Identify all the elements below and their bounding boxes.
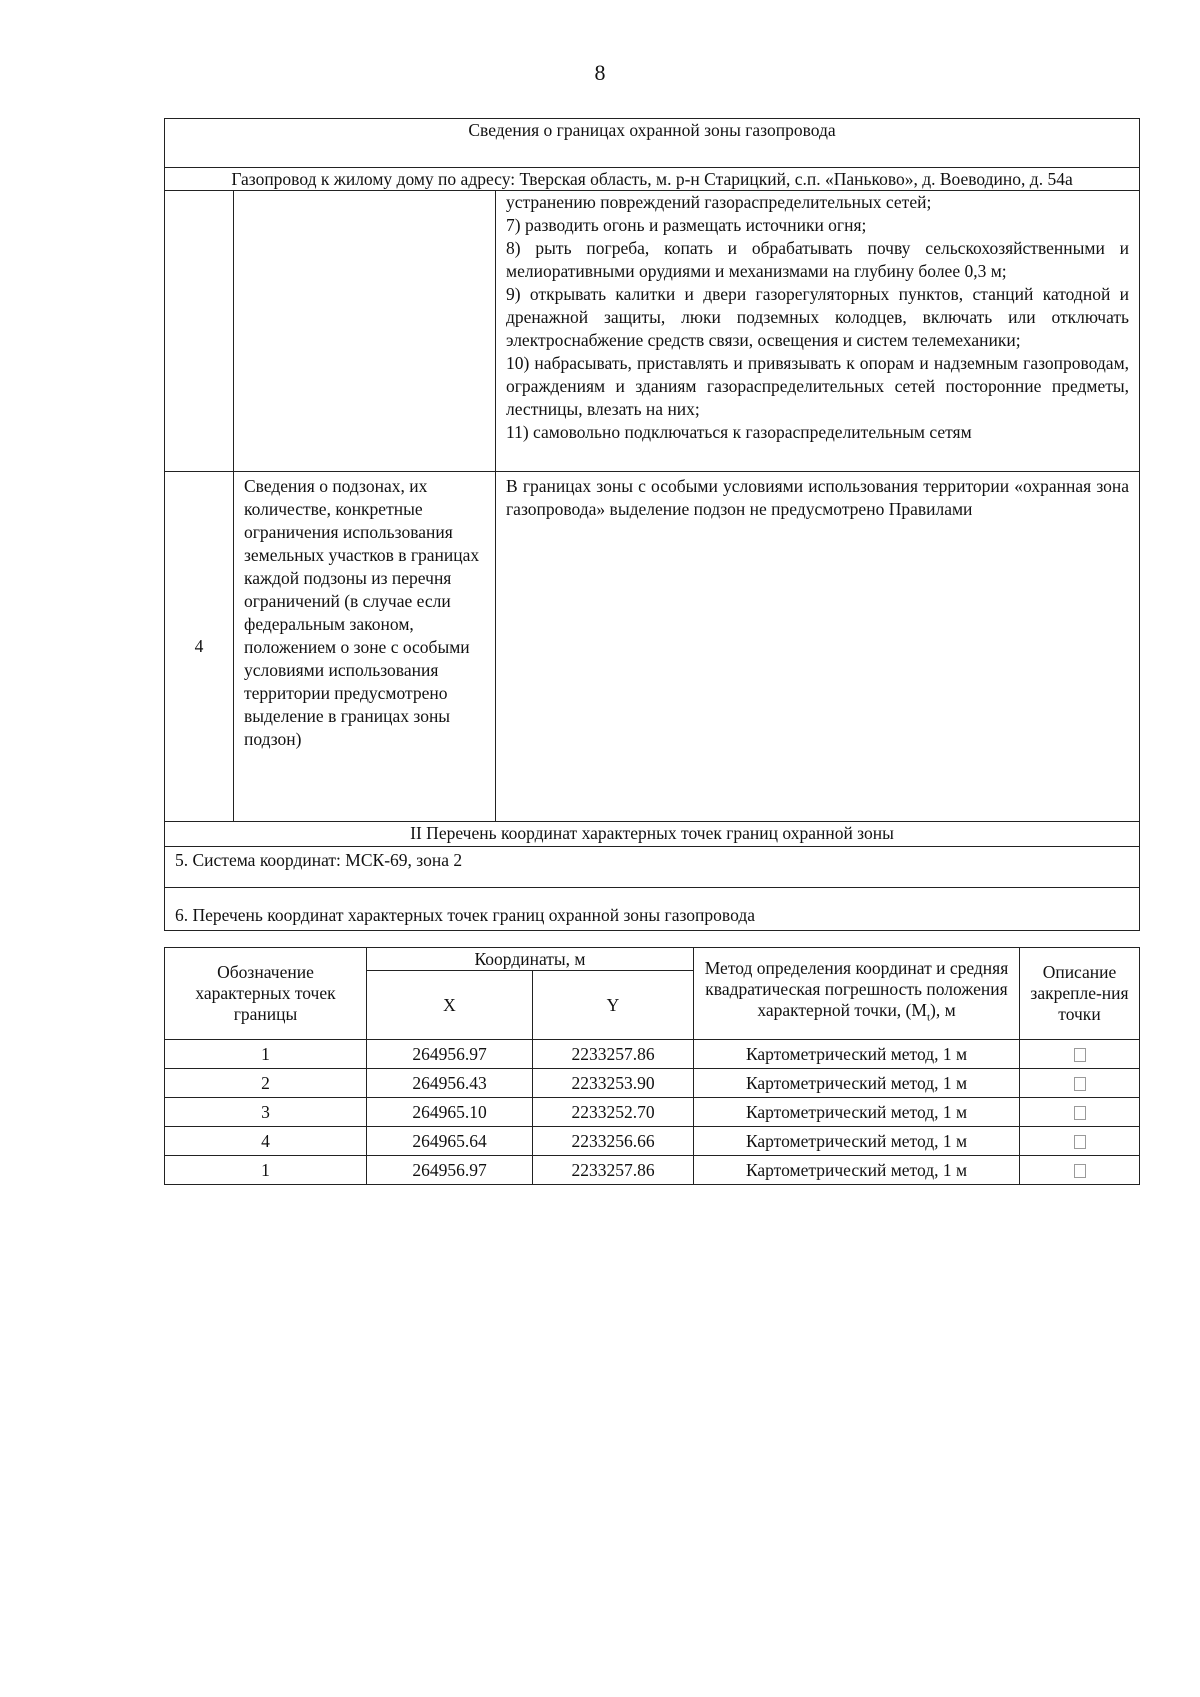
header-method-text: Метод определения координат и средняя квадратическая погрешность положения характерной точки, (M xyxy=(704,958,1009,1021)
table-row xyxy=(165,1098,1140,1127)
header-method xyxy=(694,948,1020,1040)
header-y: Y xyxy=(533,971,694,1040)
header-method-subscript: t xyxy=(926,1011,931,1024)
x-cell: 264965.10 xyxy=(367,1098,533,1127)
method-cell: Картометрический метод, 1 м xyxy=(694,1156,1020,1185)
continuation-label-cell xyxy=(234,191,496,472)
description-cell xyxy=(1020,1127,1140,1156)
item-4-value-text: В границах зоны с особыми условиями использования территории «охранная зона газопровода» выделение подзон не предусмотрено Правилами xyxy=(506,476,1130,519)
point-cell: 3 xyxy=(165,1098,367,1127)
table-row xyxy=(165,1156,1140,1185)
method-cell: Картометрический метод, 1 м xyxy=(694,1127,1020,1156)
restriction-line: устранению повреждений газораспределительных сетей; xyxy=(506,192,932,212)
section-2-title: II Перечень координат характерных точек границ охранной зоны xyxy=(165,822,1140,847)
header-method-tail: ), м xyxy=(930,1000,956,1021)
point-cell: 1 xyxy=(165,1156,367,1185)
placeholder-box-icon xyxy=(1074,1077,1086,1091)
item-4-label: Сведения о подзонах, их количестве, конкретные ограничения использования земельных участков в границах каждой подзоны из перечня ограничений (в случае если федеральным законом, положением о зоне с особыми условиями использования территории предусмотрено выделение в границах зоны подзон) xyxy=(234,472,496,822)
x-cell: 264956.43 xyxy=(367,1069,533,1098)
y-cell: 2233253.90 xyxy=(533,1069,694,1098)
x-cell: 264956.97 xyxy=(367,1156,533,1185)
point-cell: 1 xyxy=(165,1040,367,1069)
y-cell: 2233257.86 xyxy=(533,1156,694,1185)
point-cell: 4 xyxy=(165,1127,367,1156)
placeholder-box-icon xyxy=(1074,1106,1086,1120)
coordinates-table xyxy=(164,947,1140,1185)
y-cell: 2233252.70 xyxy=(533,1098,694,1127)
header-x: X xyxy=(367,971,533,1040)
header-coordinates: Координаты, м xyxy=(367,948,694,971)
method-cell: Картометрический метод, 1 м xyxy=(694,1069,1020,1098)
table-row xyxy=(165,1069,1140,1098)
y-cell: 2233256.66 xyxy=(533,1127,694,1156)
placeholder-box-icon xyxy=(1074,1048,1086,1062)
continuation-number-cell xyxy=(165,191,234,472)
x-cell: 264956.97 xyxy=(367,1040,533,1069)
gas-pipeline-address: Газопровод к жилому дому по адресу: Тверская область, м. р-н Старицкий, с.п. «Паньково», д. Воеводино, д. 54а xyxy=(165,168,1140,191)
table-row xyxy=(165,1040,1140,1069)
placeholder-box-icon xyxy=(1074,1135,1086,1149)
restriction-line: 10) набрасывать, приставлять и привязывать к опорам и надземным газопроводам, ограждениям и зданиям газораспределительных сетей посторонние предметы, лестницы, влезать на них; xyxy=(506,353,1130,419)
method-cell: Картометрический метод, 1 м xyxy=(694,1040,1020,1069)
coordinate-system: 5. Система координат: МСК-69, зона 2 xyxy=(165,847,1140,888)
point-cell: 2 xyxy=(165,1069,367,1098)
header-description: Описание закрепле-ния точки xyxy=(1020,948,1140,1040)
y-cell: 2233257.86 xyxy=(533,1040,694,1069)
restriction-line: 7) разводить огонь и размещать источники огня; xyxy=(506,215,867,235)
zone-info-table xyxy=(164,118,1140,931)
method-cell: Картометрический метод, 1 м xyxy=(694,1098,1020,1127)
restriction-line: 8) рыть погреба, копать и обрабатывать почву сельскохозяйственными и мелиоративными орудиями и механизмами на глубину более 0,3 м; xyxy=(506,238,1130,281)
item-4-value xyxy=(496,472,1140,822)
placeholder-box-icon xyxy=(1074,1164,1086,1178)
coordinate-list-title: 6. Перечень координат характерных точек границ охранной зоны газопровода xyxy=(165,888,1140,931)
description-cell xyxy=(1020,1040,1140,1069)
x-cell: 264965.64 xyxy=(367,1127,533,1156)
description-cell xyxy=(1020,1156,1140,1185)
table-row xyxy=(165,1127,1140,1156)
restriction-line: 11) самовольно подключаться к газораспределительным сетям xyxy=(506,422,972,442)
description-cell xyxy=(1020,1069,1140,1098)
restrictions-continuation xyxy=(496,191,1140,472)
section-title: Сведения о границах охранной зоны газопровода xyxy=(165,119,1140,168)
header-point-designation: Обозначение характерных точек границы xyxy=(165,948,367,1040)
description-cell xyxy=(1020,1098,1140,1127)
item-4-number: 4 xyxy=(165,472,234,822)
restriction-line: 9) открывать калитки и двери газорегуляторных пунктов, станций катодной и дренажной защиты, люки подземных колодцев, включать или отключать электроснабжение средств связи, освещения и систем телемеханики; xyxy=(506,284,1130,350)
page-number: 8 xyxy=(594,60,606,85)
